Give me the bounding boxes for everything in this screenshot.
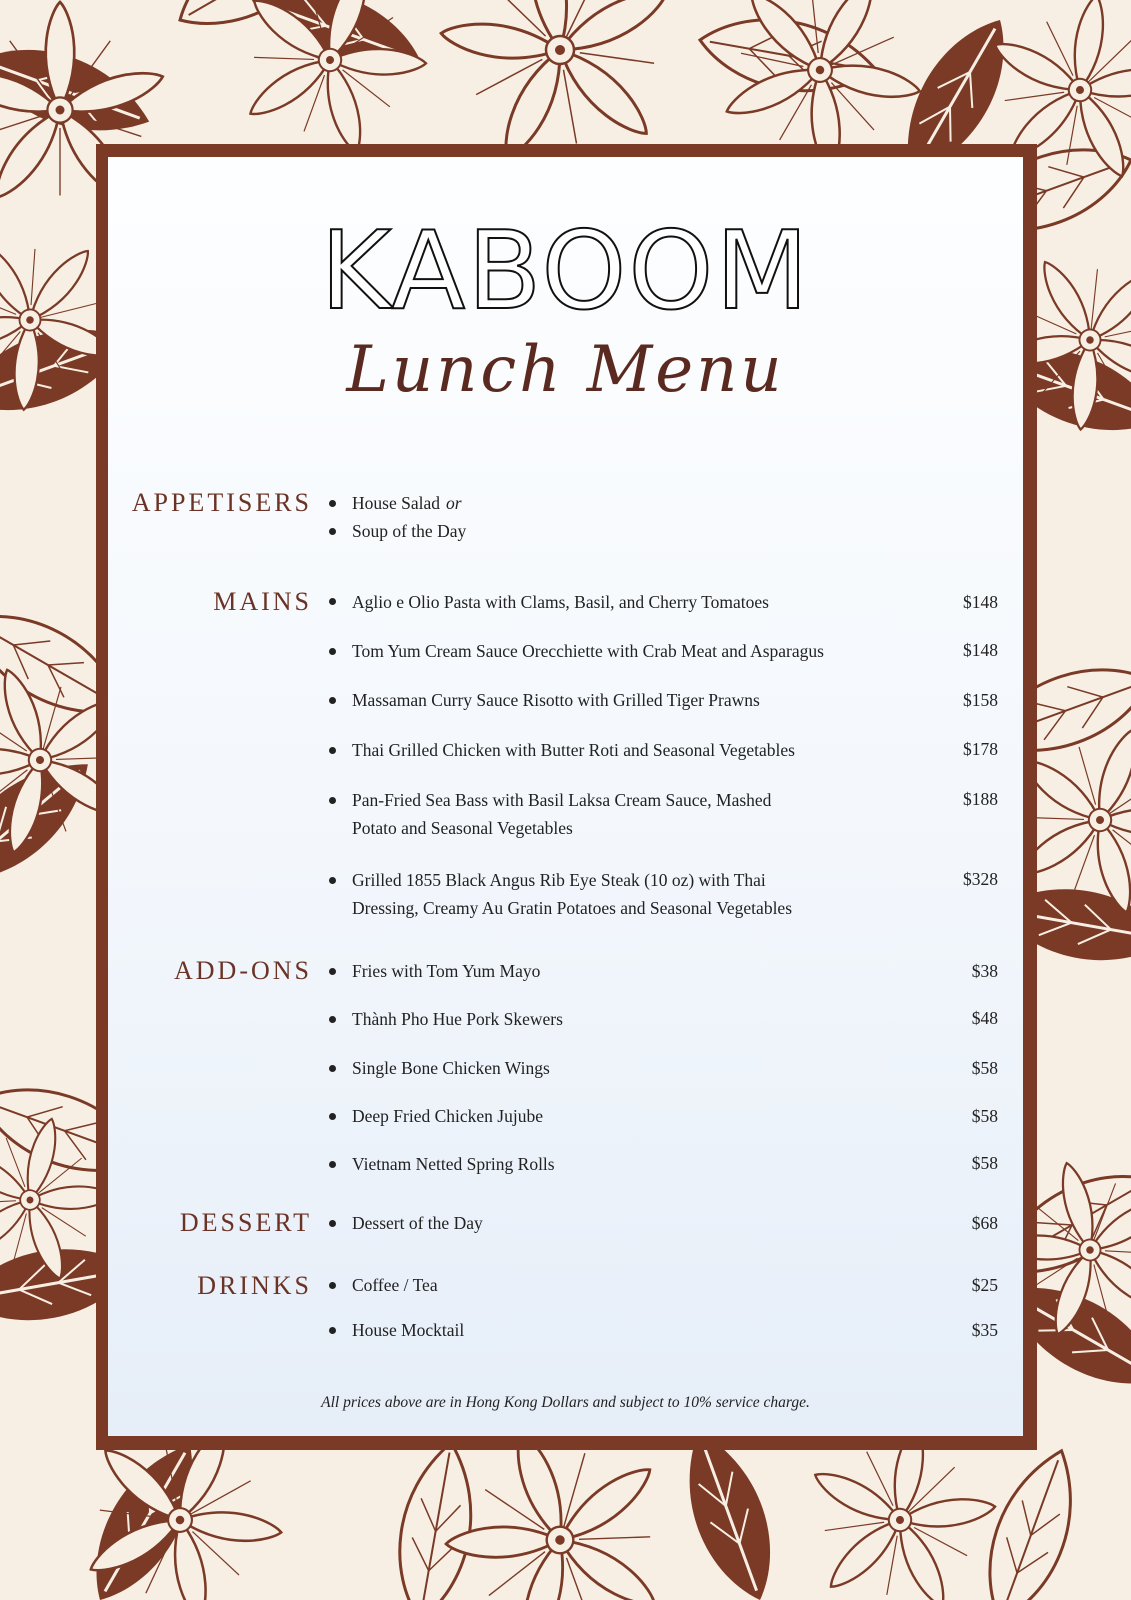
section-appetisers-label: APPETISERS: [131, 488, 312, 517]
bullet: [329, 1327, 336, 1334]
bullet: [329, 648, 336, 655]
menu-item-price: $148: [963, 592, 998, 612]
bullet: [329, 968, 336, 975]
menu-item: Grilled 1855 Black Angus Rib Eye Steak (10 oz) with Thai: [352, 870, 766, 890]
section-addons-label: ADD-ONS: [174, 956, 312, 985]
section-dessert-label: DESSERT: [179, 1208, 312, 1237]
bullet: [329, 877, 336, 884]
menu-item: Pan-Fried Sea Bass with Basil Laksa Cream Sauce, Mashed: [352, 790, 772, 810]
menu-item: Vietnam Netted Spring Rolls: [352, 1154, 555, 1174]
menu-item-price: $178: [963, 739, 998, 759]
menu-item-price: $58: [971, 1058, 998, 1078]
menu-item-price: $35: [971, 1320, 998, 1340]
menu-item: Deep Fried Chicken Jujube: [352, 1106, 543, 1126]
bullet: [329, 1113, 336, 1120]
menu-item-price: $188: [963, 789, 998, 809]
section-drinks-label: DRINKS: [197, 1271, 312, 1300]
menu-item: Aglio e Olio Pasta with Clams, Basil, and Cherry Tomatoes: [352, 592, 769, 612]
bullet: [329, 528, 336, 535]
menu-item-price: $328: [963, 869, 998, 889]
menu-item: Thai Grilled Chicken with Butter Roti and Seasonal Vegetables: [352, 740, 795, 760]
bullet: [329, 1065, 336, 1072]
menu-item: Dessert of the Day: [352, 1213, 483, 1233]
menu-item: Single Bone Chicken Wings: [352, 1058, 550, 1078]
bullet: [329, 1220, 336, 1227]
menu-item-price: $48: [971, 1008, 998, 1028]
menu-item-price: $158: [963, 690, 998, 710]
bullet: [329, 598, 336, 605]
bullet: [329, 697, 336, 704]
menu-item: Massaman Curry Sauce Risotto with Grilled Tiger Prawns: [352, 690, 760, 710]
menu-item: House Mocktail: [352, 1320, 465, 1340]
bullet: [329, 747, 336, 754]
menu-item: Fries with Tom Yum Mayo: [352, 961, 541, 981]
bullet: [329, 797, 336, 804]
menu-item: Coffee / Tea: [352, 1275, 438, 1295]
menu-item: House Salad or: [352, 493, 462, 513]
menu-item-price: $58: [971, 1153, 998, 1173]
menu-item: Thành Pho Hue Pork Skewers: [352, 1009, 563, 1029]
bullet: [329, 1282, 336, 1289]
menu-item: Tom Yum Cream Sauce Orecchiette with Crab Meat and Asparagus: [352, 641, 824, 661]
menu-item-continued: Potato and Seasonal Vegetables: [352, 818, 573, 838]
menu-item-price: $68: [971, 1213, 998, 1233]
footer-note: All prices above are in Hong Kong Dollars and subject to 10% service charge.: [321, 1394, 810, 1411]
menu-item-price: $38: [971, 961, 998, 981]
section-mains-label: MAINS: [213, 587, 312, 616]
menu-subtitle: Lunch Menu: [346, 333, 785, 407]
bullet: [329, 1016, 336, 1023]
menu-item-continued: Dressing, Creamy Au Gratin Potatoes and Seasonal Vegetables: [352, 898, 793, 918]
restaurant-title: KABOOM: [320, 209, 811, 334]
menu-item-price: $58: [971, 1106, 998, 1126]
bullet: [329, 500, 336, 507]
menu-item-price: $25: [971, 1275, 998, 1295]
bullet: [329, 1161, 336, 1168]
menu-item: Soup of the Day: [352, 521, 467, 541]
menu-item-price: $148: [963, 640, 998, 660]
